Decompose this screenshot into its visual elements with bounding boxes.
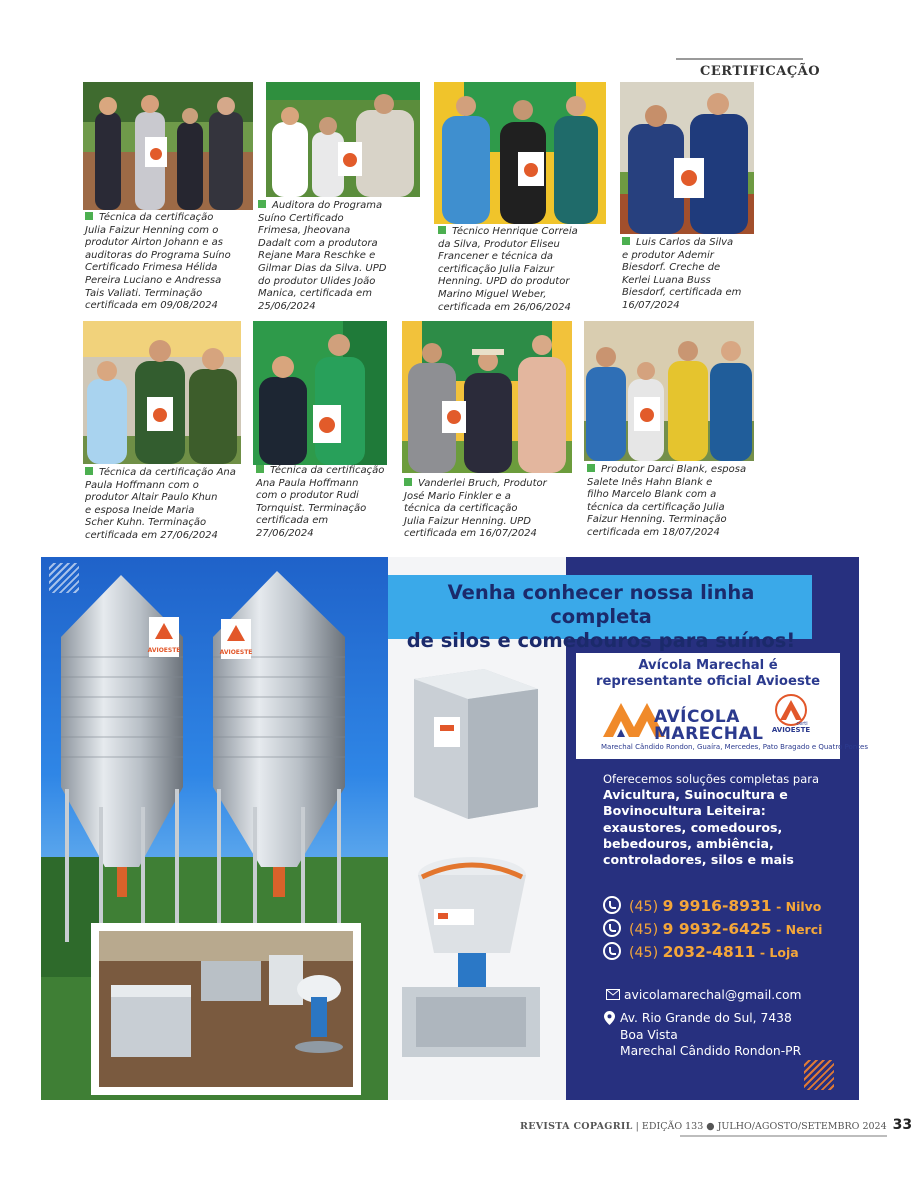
- avioeste-advertisement: [41, 557, 868, 1100]
- silos-illustration: [41, 557, 388, 1100]
- phone-area: (45): [629, 899, 659, 915]
- phone-number: 2032-4811: [662, 943, 756, 961]
- store-address: Av. Rio Grande do Sul, 7438 Boa Vista Marechal Cândido Rondon-PR: [620, 1011, 802, 1058]
- phone-contact: - Loja: [759, 945, 799, 960]
- magazine-name: REVISTA COPAGRIL: [520, 1121, 633, 1132]
- caption-bullet-icon: [85, 467, 93, 475]
- location-pin-icon: [604, 1011, 615, 1025]
- footer-rule: [680, 1135, 887, 1137]
- silo-2-brand-label: AVIOESTE: [219, 649, 253, 656]
- section-rule: [676, 58, 803, 60]
- caption-text: Produtor Darci Blank, esposa Salete Inês Hahn Blank e filho Marcelo Blank com a técnica da certificação Julia Faizur Henning. Terminação certificada em 18/07/2024: [587, 464, 747, 538]
- avicola-marechal-wordmark: AVÍCOLA MARECHAL: [654, 707, 764, 744]
- caption-text: Técnica da certificação Ana Paula Hoffmann com o produtor Altair Paulo Khun e esposa Ineide Maria Scher Kuhn. Terminação certificada em 27/06/2024: [85, 467, 236, 541]
- caption-text: Auditora do Programa Suíno Certificado Frimesa, Jheovana Dadalt com a produtora Rejane Mara Reschke e Gilmar Dias da Silva. UPD do produtor Ulides João Manica, certificada em 25/06/2024: [258, 200, 387, 312]
- photo-8-caption: [587, 464, 767, 540]
- page-number: 33: [892, 1117, 912, 1133]
- photo-3-caption: [438, 226, 613, 314]
- photo-4: [620, 82, 754, 234]
- silo-1-brand-label: AVIOESTE: [147, 647, 181, 654]
- photo-4-caption: [622, 237, 787, 313]
- phone-number: 9 9916-8931: [662, 897, 772, 915]
- email-contact[interactable]: [606, 988, 801, 1002]
- badge-avioeste-label: AVIOESTE: [771, 726, 811, 734]
- caption-text: Técnico Henrique Correia da Silva, Produtor Eliseu Francener e técnica da certificação Julia Faizur Henning. UPD do produtor Marino Miguel Weber, certificada em 26/06/2024: [438, 226, 578, 313]
- photo-1-caption: [85, 212, 260, 313]
- photo-5: [83, 321, 241, 464]
- caption-bullet-icon: [85, 212, 93, 220]
- phone-number: 9 9932-6425: [662, 920, 772, 938]
- whatsapp-icon: [603, 919, 621, 937]
- photo-8: [584, 321, 754, 461]
- photo-2-caption: [258, 200, 428, 313]
- phone-area: (45): [629, 922, 659, 938]
- phone-nilvo[interactable]: [603, 896, 821, 916]
- ad-headline: [396, 581, 806, 653]
- caption-bullet-icon: [256, 465, 264, 473]
- caption-bullet-icon: [404, 478, 412, 486]
- caption-text: Técnica da certificação Ana Paula Hoffmann com o produtor Rudi Tornquist. Terminação certificada em 27/06/2024: [256, 465, 385, 539]
- decorative-hatch: [804, 1060, 834, 1090]
- headline-line-2: de silos e comedouros para suínos!: [406, 629, 796, 652]
- edition-info: | EDIÇÃO 133 ● JULHO/AGOSTO/SETEMBRO 2024: [635, 1121, 887, 1132]
- silo-photo-panel: [41, 557, 388, 1100]
- store-locations: Marechal Cândido Rondon, Guaíra, Mercedes, Pato Bragado e Quatro Pontes: [601, 743, 868, 751]
- phone-nerci[interactable]: [603, 919, 822, 939]
- representative-title: Avícola Marechal é representante oficial Avioeste: [595, 658, 821, 689]
- photo-7: [402, 321, 572, 473]
- caption-bullet-icon: [258, 200, 266, 208]
- whatsapp-icon: [603, 896, 621, 914]
- photo-1: [83, 82, 253, 210]
- decorative-hatch: [49, 563, 79, 593]
- photo-2: [266, 82, 420, 197]
- photo-6: [253, 321, 387, 465]
- caption-bullet-icon: [438, 226, 446, 234]
- caption-text: Técnica da certificação Julia Faizur Henning com o produtor Airton Johann e as auditoras do Programa Suíno Certificado Frimesa Hélida Pereira Luciano e Andressa Tais Valiati. Terminação certificada em 09/08/2024: [85, 212, 231, 312]
- phone-contact: - Nerci: [776, 922, 823, 937]
- photo-5-caption: [85, 467, 255, 543]
- caption-text: Vanderlei Bruch, Produtor José Mario Finkler e a técnica da certificação Julia Faizur Henning. UPD certificada em 16/07/2024: [404, 478, 547, 540]
- phone-loja[interactable]: [603, 942, 799, 962]
- page-footer: [520, 1117, 912, 1133]
- offer-list: Avicultura, Suinocultura e Bovinocultura Leiteira: exaustores, comedouros, bebedouros, ambiência, controladores, silos e mais: [603, 787, 794, 868]
- headline-line-1: Venha conhecer nossa linha completa: [447, 581, 755, 628]
- caption-bullet-icon: [587, 464, 595, 472]
- photo-6-caption: [256, 465, 406, 541]
- whatsapp-icon: [603, 942, 621, 960]
- phone-contact: - Nilvo: [776, 899, 822, 914]
- photo-7-caption: [404, 478, 579, 541]
- badge-certi-label: certi: [796, 721, 808, 727]
- offer-intro: Oferecemos soluções completas para: [603, 772, 820, 786]
- caption-bullet-icon: [622, 237, 630, 245]
- section-title: CERTIFICAÇÃO: [700, 64, 821, 79]
- certi-avioeste-badge-icon: [768, 694, 814, 734]
- photo-3: [434, 82, 606, 224]
- mail-icon: [606, 989, 620, 1000]
- phone-area: (45): [629, 945, 659, 961]
- email-address: avicolamarechal@gmail.com: [624, 988, 802, 1002]
- caption-text: Luis Carlos da Silva e produtor Ademir Biesdorf. Creche de Kerlei Luana Buss Biesdorf, certificada em 16/07/2024: [622, 237, 742, 311]
